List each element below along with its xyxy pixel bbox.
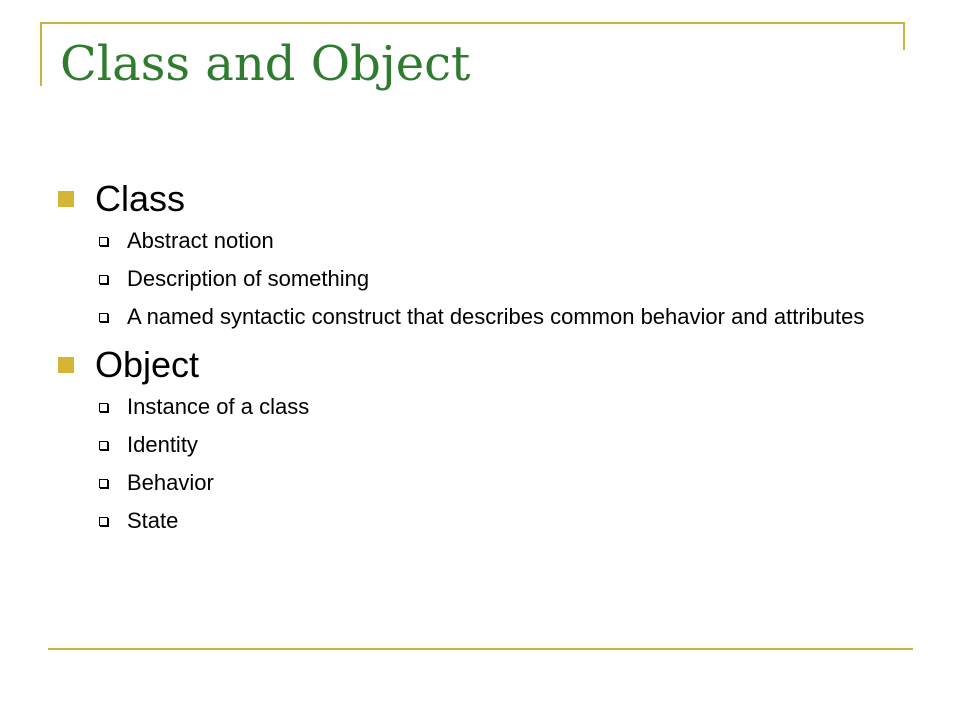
sub-bullet-item	[99, 506, 878, 536]
sub-bullet-item	[99, 226, 878, 256]
frame-top-line	[40, 22, 905, 24]
sub-bullet-list	[58, 226, 878, 332]
hollow-square-bullet-icon	[99, 275, 108, 284]
sub-bullet-text: A named syntactic construct that describes common behavior and attributes	[127, 304, 865, 329]
section-class	[58, 176, 878, 332]
section-heading: Object	[95, 344, 200, 385]
slide-title: Class and Object	[60, 36, 471, 92]
sub-bullet-item	[99, 392, 878, 422]
frame-left-line	[40, 22, 42, 86]
frame-bottom-line	[48, 648, 913, 650]
slide-content	[58, 176, 878, 544]
hollow-square-bullet-icon	[99, 403, 108, 412]
sub-bullet-item	[99, 264, 878, 294]
square-bullet-icon	[58, 191, 74, 207]
sub-bullet-item	[99, 468, 878, 498]
section-heading: Class	[95, 178, 186, 219]
hollow-square-bullet-icon	[99, 441, 108, 450]
hollow-square-bullet-icon	[99, 479, 108, 488]
square-bullet-icon	[58, 357, 74, 373]
frame-right-line	[903, 22, 905, 50]
hollow-square-bullet-icon	[99, 237, 108, 246]
hollow-square-bullet-icon	[99, 313, 108, 322]
sub-bullet-text: Instance of a class	[127, 394, 310, 419]
bullet-item-class	[58, 176, 878, 222]
bullet-item-object	[58, 342, 878, 388]
sub-bullet-item	[99, 302, 878, 332]
sub-bullet-text: Abstract notion	[127, 228, 274, 253]
sub-bullet-text: Identity	[127, 432, 198, 457]
sub-bullet-text: Behavior	[127, 470, 214, 495]
sub-bullet-text: Description of something	[127, 266, 370, 291]
hollow-square-bullet-icon	[99, 517, 108, 526]
sub-bullet-text: State	[127, 508, 179, 533]
sub-bullet-list	[58, 392, 878, 536]
sub-bullet-item	[99, 430, 878, 460]
section-object	[58, 342, 878, 536]
